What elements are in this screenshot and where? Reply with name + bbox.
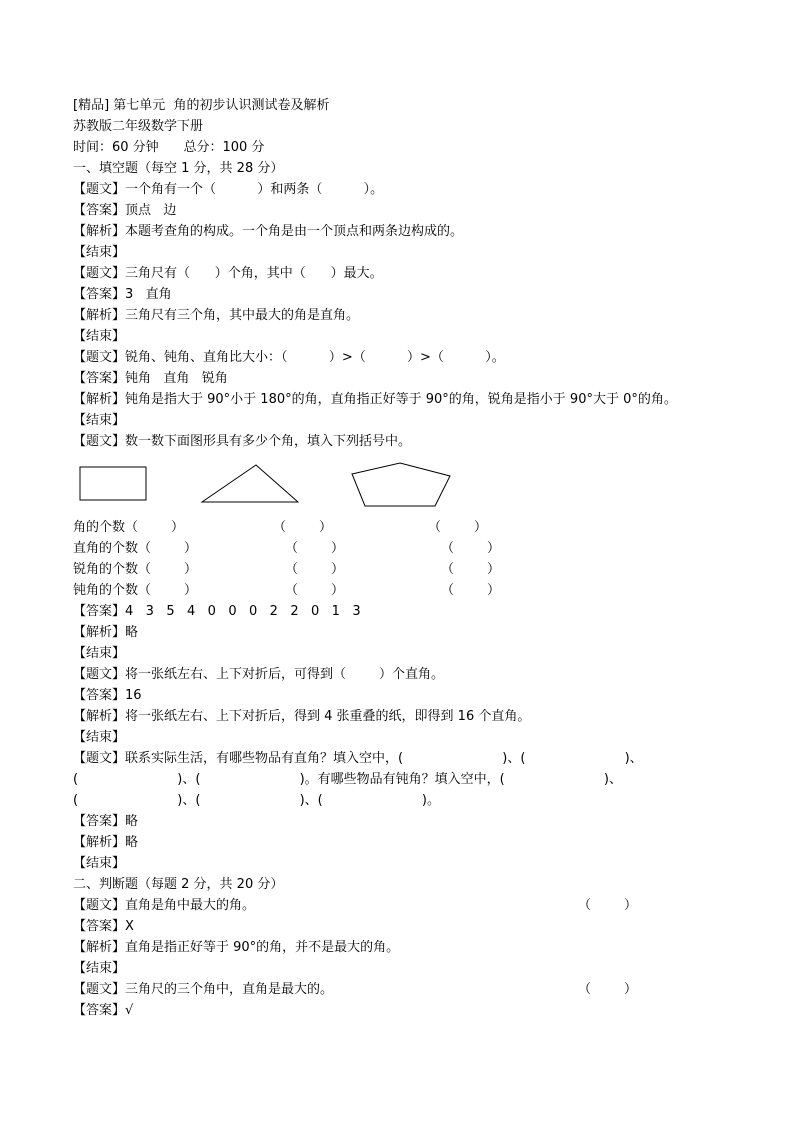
q4-question: 【题文】数一数下面图形具有多少个角，填入下列括号中。 — [73, 434, 412, 449]
section1-heading: 一、填空题（每空 1 分，共 28 分） — [73, 161, 284, 176]
q5-answer: 【答案】16 — [73, 688, 142, 703]
q6-analysis: 【解析】略 — [73, 835, 139, 850]
time-info: 时间：60 分钟 总分：100 分 — [73, 140, 265, 155]
q4-row-right-b2: （ ） — [285, 541, 345, 556]
q6-end: 【结束】 — [73, 856, 126, 871]
q3-question: 【题文】锐角、钝角、直角比大小：（ ）>（ ）>（ ）。 — [73, 350, 505, 365]
q1-end: 【结束】 — [73, 245, 126, 260]
judge-q2 — [73, 979, 638, 1000]
judge-q2-question: 【题文】三角尺的三个角中，直角是最大的。 — [73, 982, 334, 997]
q6-question-line1: 【题文】联系实际生活，有哪些物品有直角？填入空中，( )、( )、 — [73, 751, 643, 766]
q4-analysis: 【解析】略 — [73, 625, 139, 640]
q4-row-obtuse-b2: （ ） — [285, 583, 345, 598]
judge-q1 — [73, 895, 638, 916]
q4-row-acute-b3: （ ） — [441, 562, 501, 577]
q6-question-line3: ( )、( )、( )。 — [73, 793, 440, 808]
q2-end: 【结束】 — [73, 329, 126, 344]
q6-answer: 【答案】略 — [73, 814, 139, 829]
q4-row-obtuse-label: 钝角的个数（ ） — [73, 583, 198, 598]
judge-q1-end: 【结束】 — [73, 961, 126, 976]
triangle-shape — [202, 465, 298, 502]
judge-q1-paren: （ ） — [578, 898, 638, 913]
q4-row-acute — [73, 559, 501, 580]
q3-analysis: 【解析】钝角是指大于 90°小于 180°的角，直角指正好等于 90°的角，锐角是指小于 90°大于 0°的角。 — [73, 392, 677, 407]
section2-heading: 二、判断题（每题 2 分，共 20 分） — [73, 877, 284, 892]
q4-row-angles — [73, 517, 488, 538]
judge-q1-question: 【题文】直角是角中最大的角。 — [73, 898, 256, 913]
q2-question: 【题文】三角尺有（ ）个角，其中（ ）最大。 — [73, 266, 383, 281]
q4-end: 【结束】 — [73, 646, 126, 661]
q5-end: 【结束】 — [73, 730, 126, 745]
q4-row-acute-label: 锐角的个数（ ） — [73, 562, 198, 577]
q4-row-obtuse-b3: （ ） — [441, 583, 501, 598]
q5-question: 【题文】将一张纸左右、上下对折后，可得到（ ）个直角。 — [73, 667, 445, 682]
q4-row-acute-b2: （ ） — [285, 562, 345, 577]
judge-q1-answer: 【答案】X — [73, 919, 134, 934]
subtitle: 苏教版二年级数学下册 — [73, 119, 204, 134]
judge-q1-analysis: 【解析】直角是指正好等于 90°的角，并不是最大的角。 — [73, 940, 400, 955]
q4-row-right-label: 直角的个数（ ） — [73, 541, 198, 556]
q1-question: 【题文】一个角有一个（ ）和两条（ ）。 — [73, 182, 384, 197]
q4-row-obtuse — [73, 580, 501, 601]
q4-row-right — [73, 538, 501, 559]
shapes-figure — [70, 455, 470, 515]
q5-analysis: 【解析】将一张纸左右、上下对折后，得到 4 张重叠的纸，即得到 16 个直角。 — [73, 709, 531, 724]
q1-answer: 【答案】顶点 边 — [73, 203, 177, 218]
q3-answer: 【答案】钝角 直角 锐角 — [73, 371, 228, 386]
q4-answer: 【答案】4 3 5 4 0 0 0 2 2 0 1 3 — [73, 604, 361, 619]
q6-question-line2: ( )、( )。有哪些物品有钝角？填入空中，( )、 — [73, 772, 622, 787]
q2-answer: 【答案】3 直角 — [73, 287, 172, 302]
q1-analysis: 【解析】本题考查角的构成。一个角是由一个顶点和两条边构成的。 — [73, 224, 464, 239]
page-title: [精品] 第七单元 角的初步认识测试卷及解析 — [73, 98, 330, 113]
judge-q2-answer: 【答案】√ — [73, 1003, 134, 1018]
q4-row-angles-b2: （ ） — [273, 520, 333, 535]
q3-end: 【结束】 — [73, 413, 126, 428]
q4-row-right-b3: （ ） — [441, 541, 501, 556]
rectangle-shape — [80, 467, 146, 500]
judge-q2-paren: （ ） — [578, 982, 638, 997]
q2-analysis: 【解析】三角尺有三个角，其中最大的角是直角。 — [73, 308, 360, 323]
pentagon-shape — [352, 463, 450, 506]
q4-row-angles-b3: （ ） — [428, 520, 488, 535]
q4-row-angles-label: 角的个数（ ） — [73, 520, 185, 535]
